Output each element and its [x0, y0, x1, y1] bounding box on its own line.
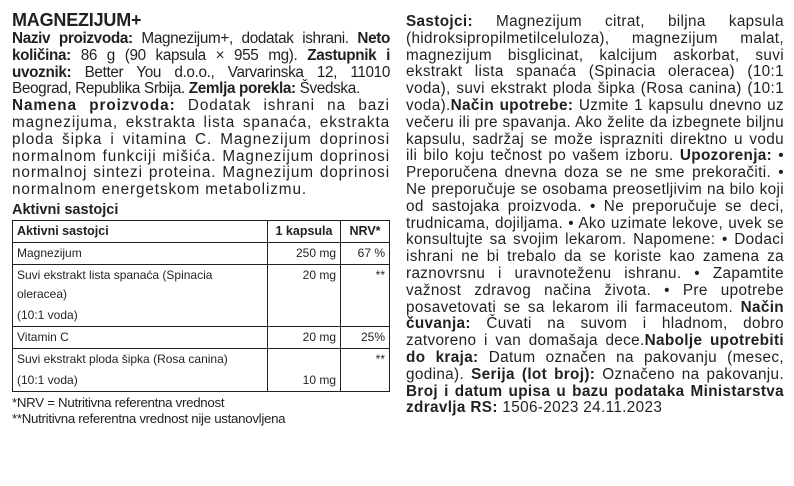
- naziv-label: Naziv proizvoda:: [12, 30, 133, 47]
- row-name: Vitamin C: [13, 326, 268, 348]
- neto-value: 86 g (90 kapsula × 955 mg).: [80, 46, 298, 64]
- rok-value: Datum označen na pakovanju (mesec, godina).: [406, 348, 784, 383]
- row-amount: [268, 348, 341, 370]
- row-name: (10:1 voda): [13, 305, 268, 327]
- upozorenja-value: • Preporučena dnevna doza se ne sme prekoračiti. • Ne preporučuje se osobama preosetljivim na bilo koji od sastojaka proizvoda. • Ne preporučuje se deci, trudnicama, dojiljama. • Ako uzimate lekove, uvek se konsultujte sa svojim lekarom. Napomene: • Dodaci ishrani ne bi trebalo da se koriste kao zamena za raznovrsnu i uravnoteženu ishranu. • Zapamtite važnost zdravog načina života. • Pre upotrebe posavetovati se sa lekarom ili farmaceutom.: [406, 147, 784, 316]
- sastojci-value: Magnezijum citrat, biljna kapsula (hidroksipropilmetilceluloza), magnezijum malat, magnezijum bisglicinat, kalcijum askorbat, suvi ekstrakt lista spanaća (Spinacia oleracea) (10:1 voda), suvi ekstrakt ploda šipka (Rosa canina) (10:1 voda).: [406, 13, 785, 114]
- header-ingredient: Aktivni sastojci: [13, 220, 268, 242]
- footnote-nrv-not-established: **Nutritivna referentna vrednost nije ustanovljena: [12, 410, 286, 426]
- row-name: Suvi ekstrakt lista spanaća (Spinacia oleracea): [13, 264, 268, 305]
- zemlja-label: Zemlja porekla:: [188, 80, 296, 98]
- header-amount: 1 kapsula: [268, 220, 341, 242]
- table-row: [13, 264, 390, 305]
- header-nrv: NRV*: [341, 220, 390, 242]
- row-nrv: **: [341, 264, 390, 305]
- row-nrv: 25%: [341, 326, 390, 348]
- row-nrv: **: [341, 348, 390, 370]
- row-name: Suvi ekstrakt ploda šipka (Rosa canina): [13, 348, 268, 370]
- row-nrv: [341, 305, 390, 327]
- zastupnik-label: Zastupnik i uvoznik:: [12, 46, 390, 81]
- broj-value: 1506-2023 24.11.2023: [502, 399, 663, 417]
- rok-label: Nabolje upotrebiti do kraja:: [406, 332, 784, 366]
- row-nrv: [341, 370, 390, 392]
- footnote-nrv: *NRV = Nutritivna referentna vrednost: [12, 394, 225, 410]
- row-nrv: 67 %: [341, 242, 390, 264]
- serija-value: Označeno na pakovanju.: [602, 365, 785, 383]
- right-text-block: [406, 14, 784, 417]
- table-row: [13, 305, 390, 327]
- upozorenja-label: Upozorenja:: [679, 147, 773, 165]
- neto-label: Neto količina:: [12, 30, 391, 64]
- product-title: MAGNEZIJUM+: [12, 10, 142, 30]
- serija-label: Serija (lot broj):: [471, 365, 596, 383]
- right-column: [406, 14, 784, 417]
- nacin-value: Uzmite 1 kapsulu dnevno uz večeru ili pre spavanja. Ako želite da izbegnete biljnu kapsulu, sadržaj se može isprazniti direktno u vodu ili bilo koju tečnost po vašem izboru.: [406, 96, 784, 165]
- naziv-value: Magnezijum+, dodatak ishrani.: [141, 30, 349, 47]
- row-amount: 20 mg: [268, 326, 341, 348]
- row-amount: [268, 305, 341, 327]
- cuvanje-label: Način čuvanja:: [406, 298, 784, 333]
- nacin-label: Način upotrebe:: [450, 96, 574, 114]
- sastojci-label: Sastojci:: [406, 13, 473, 30]
- zemlja-value: Švedska.: [299, 80, 360, 98]
- row-name: Magnezijum: [13, 242, 268, 264]
- namena-block: [12, 98, 390, 199]
- table-row: [13, 326, 390, 348]
- product-info-block: [12, 31, 390, 98]
- aktivni-sastojci-title: Aktivni sastojci: [12, 201, 119, 218]
- row-amount: 10 mg: [268, 370, 341, 392]
- row-amount: 250 mg: [268, 242, 341, 264]
- row-amount: 20 mg: [268, 264, 341, 305]
- table-row: [13, 348, 390, 370]
- namena-label: Namena proizvoda:: [12, 97, 176, 115]
- zastupnik-value: Better You d.o.o., Varvarinska 12, 11010 Beograd, Republika Srbija.: [12, 63, 390, 98]
- table-row: [13, 242, 390, 264]
- table-row: [13, 370, 390, 392]
- row-name: (10:1 voda): [13, 370, 268, 392]
- broj-label: Broj i datum upisa u bazu podataka Ministarstva zdravlja RS:: [406, 382, 784, 417]
- cuvanje-value: Čuvati na suvom i hladnom, dobro zatvoreno i van domašaja dece.: [406, 315, 784, 350]
- left-column: [12, 10, 390, 427]
- table-header-row: [13, 220, 390, 242]
- active-ingredients-table: [12, 220, 390, 392]
- namena-value: Dodatak ishrani na bazi magnezijuma, ekstrakta lista spanaća, ekstrakta ploda šipka i vitamina C. Magnezijum doprinosi normalnom funkciji mišića. Magnezijum doprinosi normalnoj sintezi proteina. Magnezijum doprinosi normalnom energetskom metabolizmu.: [12, 97, 390, 199]
